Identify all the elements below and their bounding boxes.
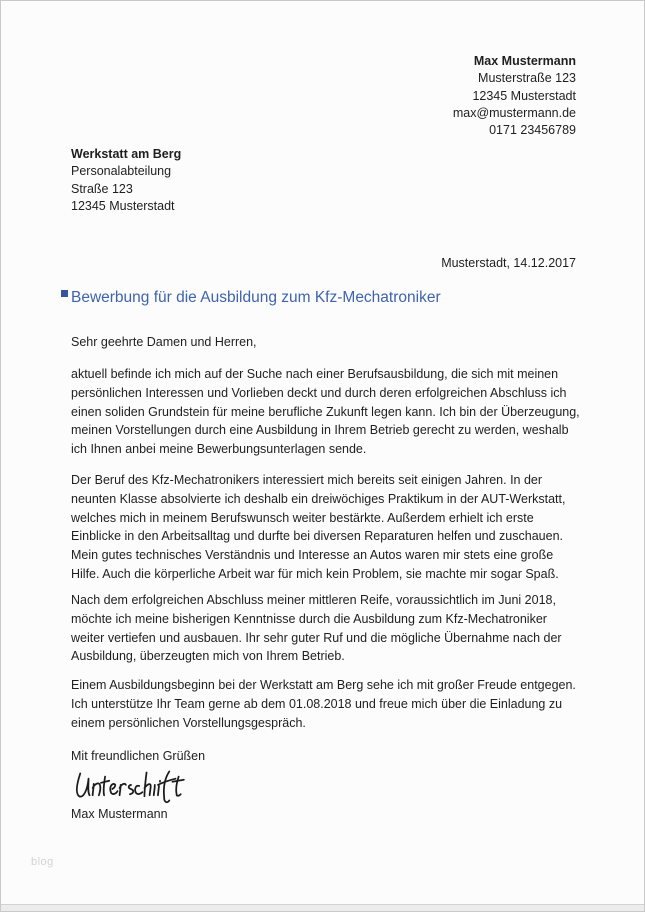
- square-bullet-icon: [61, 290, 68, 297]
- body-paragraph: aktuell befinde ich mich auf der Suche nach einer Berufsausbildung, die sich mit meinen persönlichen Interessen und Vorlieben deckt und durch deren erfolgreichen Abschluss ich einen soliden Grundstein für meine berufliche Zukunft legen kann. Ich bin der Überzeugung, meinen Vorstellungen durch eine Ausbildung in Ihrem Betrieb gerecht zu werden, weshalb ich Ihnen anbei meine Bewerbungsunterlagen sende.: [71, 367, 580, 457]
- place-and-date: Musterstadt, 14.12.2017: [441, 256, 576, 270]
- subject-text: Bewerbung für die Ausbildung zum Kfz-Mechatroniker: [71, 289, 441, 306]
- body-paragraph: Der Beruf des Kfz-Mechatronikers interessiert mich bereits seit einigen Jahren. In der neunten Klasse absolvierte ich deshalb ein dreiwöchiges Praktikum in der AUT-Werkstatt, welches mich in meinem Berufswunsch weiter bestärkte. Außerdem erhielt ich erste Einblicke in den Arbeitsalltag und durfte bei diversen Reparaturen helfen und zuschauen. Mein gutes technisches Verständnis und Interesse an Autos waren mir stets eine große Hilfe. Auch die körperliche Arbeit war für mich kein Problem, sie machte mir sogar Spaß.: [71, 473, 566, 581]
- signature-scribble-icon: [73, 767, 189, 809]
- sender-address-block: [453, 53, 576, 139]
- recipient-address-block: [71, 146, 181, 215]
- signature-name: Max Mustermann: [71, 807, 168, 821]
- sender-name: Max Mustermann: [473, 54, 576, 68]
- recipient-company: Werkstatt am Berg: [71, 147, 182, 161]
- subject-line: [71, 289, 580, 307]
- recipient-city: 12345 Musterstadt: [71, 198, 175, 213]
- salutation: Sehr geehrte Damen und Herren,: [71, 335, 257, 349]
- recipient-department: Personalabteilung: [71, 164, 172, 179]
- handwritten-signature: [73, 767, 189, 809]
- closing-formula: Mit freundlichen Grüßen: [71, 749, 206, 763]
- page-bottom-edge: [1, 904, 644, 911]
- sender-street: Musterstraße 123: [478, 71, 576, 86]
- sender-email: max@mustermann.de: [452, 105, 576, 120]
- body-paragraph: Einem Ausbildungsbeginn bei der Werkstatt am Berg sehe ich mit großer Freude entgegen. Ich unterstütze Ihr Team gerne ab dem 01.08.2018 und freue mich über die Einladung zu einem persönlichen Vorstellungsgespräch.: [71, 678, 576, 730]
- recipient-street: Straße 123: [71, 181, 133, 196]
- sender-phone: 0171 23456789: [489, 123, 576, 138]
- sender-city: 12345 Musterstadt: [472, 88, 576, 103]
- body-paragraph: Nach dem erfolgreichen Abschluss meiner mittleren Reife, voraussichtlich im Juni 2018, möchte ich meine bisherigen Kenntnisse durch die Ausbildung zum Kfz-Mechatroniker weiter vertiefen und ausbauen. Ihr sehr guter Ruf und die mögliche Übernahme nach der Ausbildung, überzeugten mich von Ihrem Betrieb.: [71, 593, 562, 664]
- watermark-text: blog: [31, 856, 54, 868]
